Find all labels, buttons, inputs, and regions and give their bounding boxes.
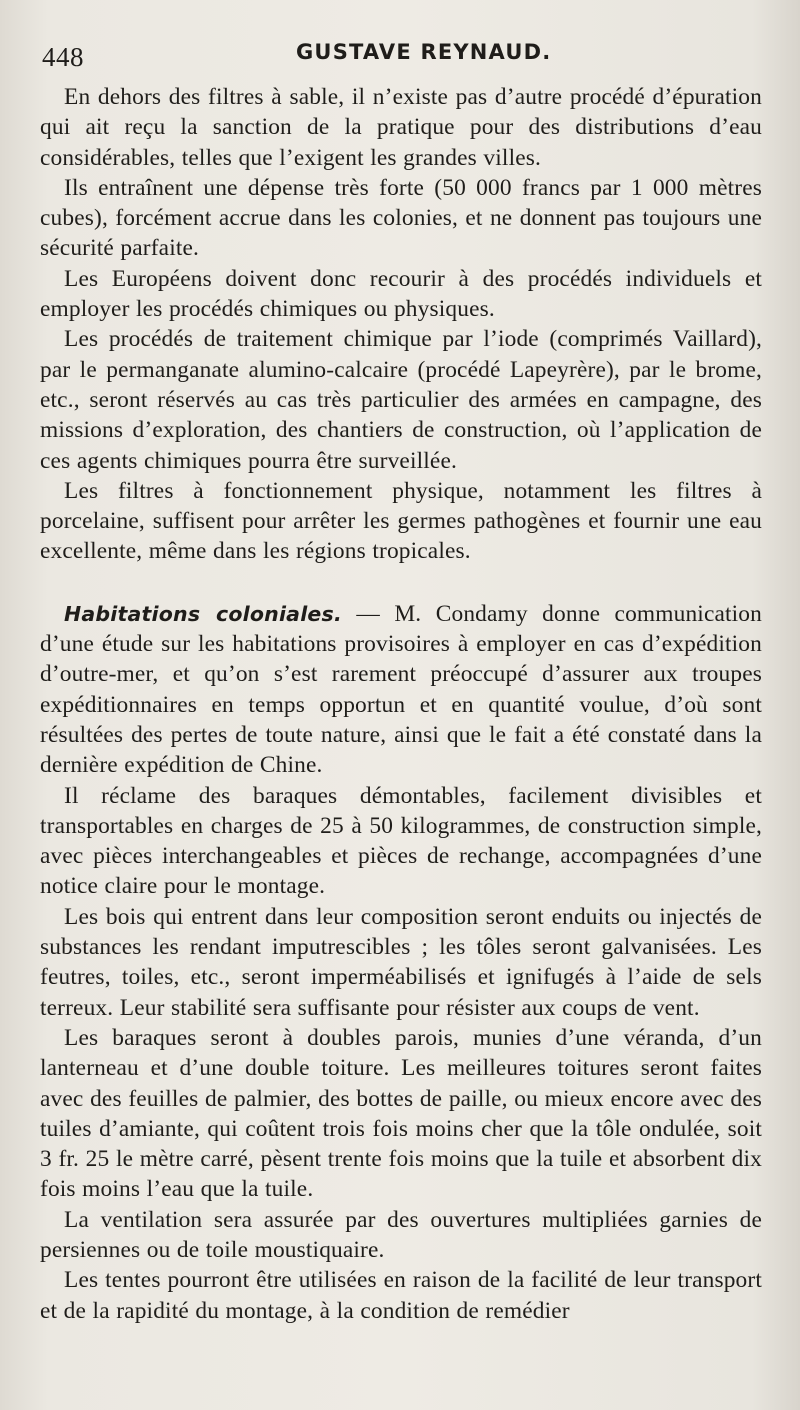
paragraph-physical-filters: Les filtres à fonctionnement physique, notamment les filtres à porcelaine, suffisent pour arrêter les germes pathogènes et fournir une eau excellente, même dans les régions tropicales.: [40, 477, 762, 565]
paragraph-roofing: Les baraques seront à doubles parois, munies d’une véranda, d’un lanterneau et d’une double toiture. Les meilleures toitures seront faites avec des feuilles de palmier, des bottes de paille, ou mieux encore avec des tuiles d’amiante, qui coûtent trois fois moins cher que la tôle ondulée, soit 3 fr. 25 le mètre carré, pèsent trente fois moins que la tuile et absorbent dix fois moins l’eau que la tuile.: [40, 1024, 762, 1203]
running-head: GUSTAVE REYNAUD.: [296, 40, 552, 64]
page-header: [40, 36, 760, 76]
paragraph-chemical-treatment: Les procédés de traitement chimique par l’iode (comprimés Vaillard), par le permanganate alumino-calcaire (procédé Lapeyrère), par le brome, etc., seront réservés au cas très particulier des armées en campagne, des missions d’exploration, des chantiers de construction, où l’application de ces agents chimiques pourra être surveillée.: [40, 326, 762, 474]
page-body: [40, 82, 762, 1326]
section-spacer: [40, 567, 762, 599]
page-number: 448: [42, 42, 84, 72]
paragraph-materials: Les bois qui entrent dans leur composition seront enduits ou injectés de substances les rendant imputrescibles ; les tôles seront galvanisées. Les feutres, toiles, etc., seront imperméabilisés et ignifugés à l’aide de sels terreux. Leur stabilité sera suffisante pour résister aux coups de vent.: [40, 903, 762, 1021]
paragraph-tents: Les tentes pourront être utilisées en raison de la facilité de leur transport et de la rapidité du montage, à la condition de remédier: [40, 1267, 762, 1324]
paragraph-sand-filters: En dehors des filtres à sable, il n’existe pas d’autre procédé d’épuration qui ait reçu la sanction de la pratique pour des distributions d’eau considérables, telles que l’exigent les grandes villes.: [40, 84, 762, 171]
paragraph-cost: Ils entraînent une dépense très forte (50 000 francs par 1 000 mètres cubes), forcément accrue dans les colonies, et ne donnent pas toujours une sécurité parfaite.: [40, 174, 762, 262]
paragraph-habitations-intro: [40, 599, 762, 781]
paragraph-ventilation: La ventilation sera assurée par des ouvertures multipliées garnies de persiennes ou de toile moustiquaire.: [40, 1206, 762, 1263]
paragraph-habitations-text: — M. Condamy donne communication d’une étude sur les habitations provisoires à employer en cas d’expédition d’outre-mer, et qu’on s’est rarement préoccupé d’assurer aux troupes expéditionnaires en temps opportun et en quantité voulue, d’où sont résultées des pertes de toute nature, ainsi que le fait a été constaté dans la dernière expédition de Chine.: [40, 600, 762, 779]
section-title: Habitations coloniales.: [64, 601, 342, 626]
paragraph-individual-methods: Les Européens doivent donc recourir à des procédés individuels et employer les procédés chimiques ou physiques.: [40, 265, 762, 323]
paragraph-demountable-huts: Il réclame des baraques démontables, facilement divisibles et transportables en charges de 25 à 50 kilogrammes, de construction simple, avec pièces interchangeables et pièces de rechange, accompagnées d’une notice claire pour le montage.: [40, 782, 762, 900]
